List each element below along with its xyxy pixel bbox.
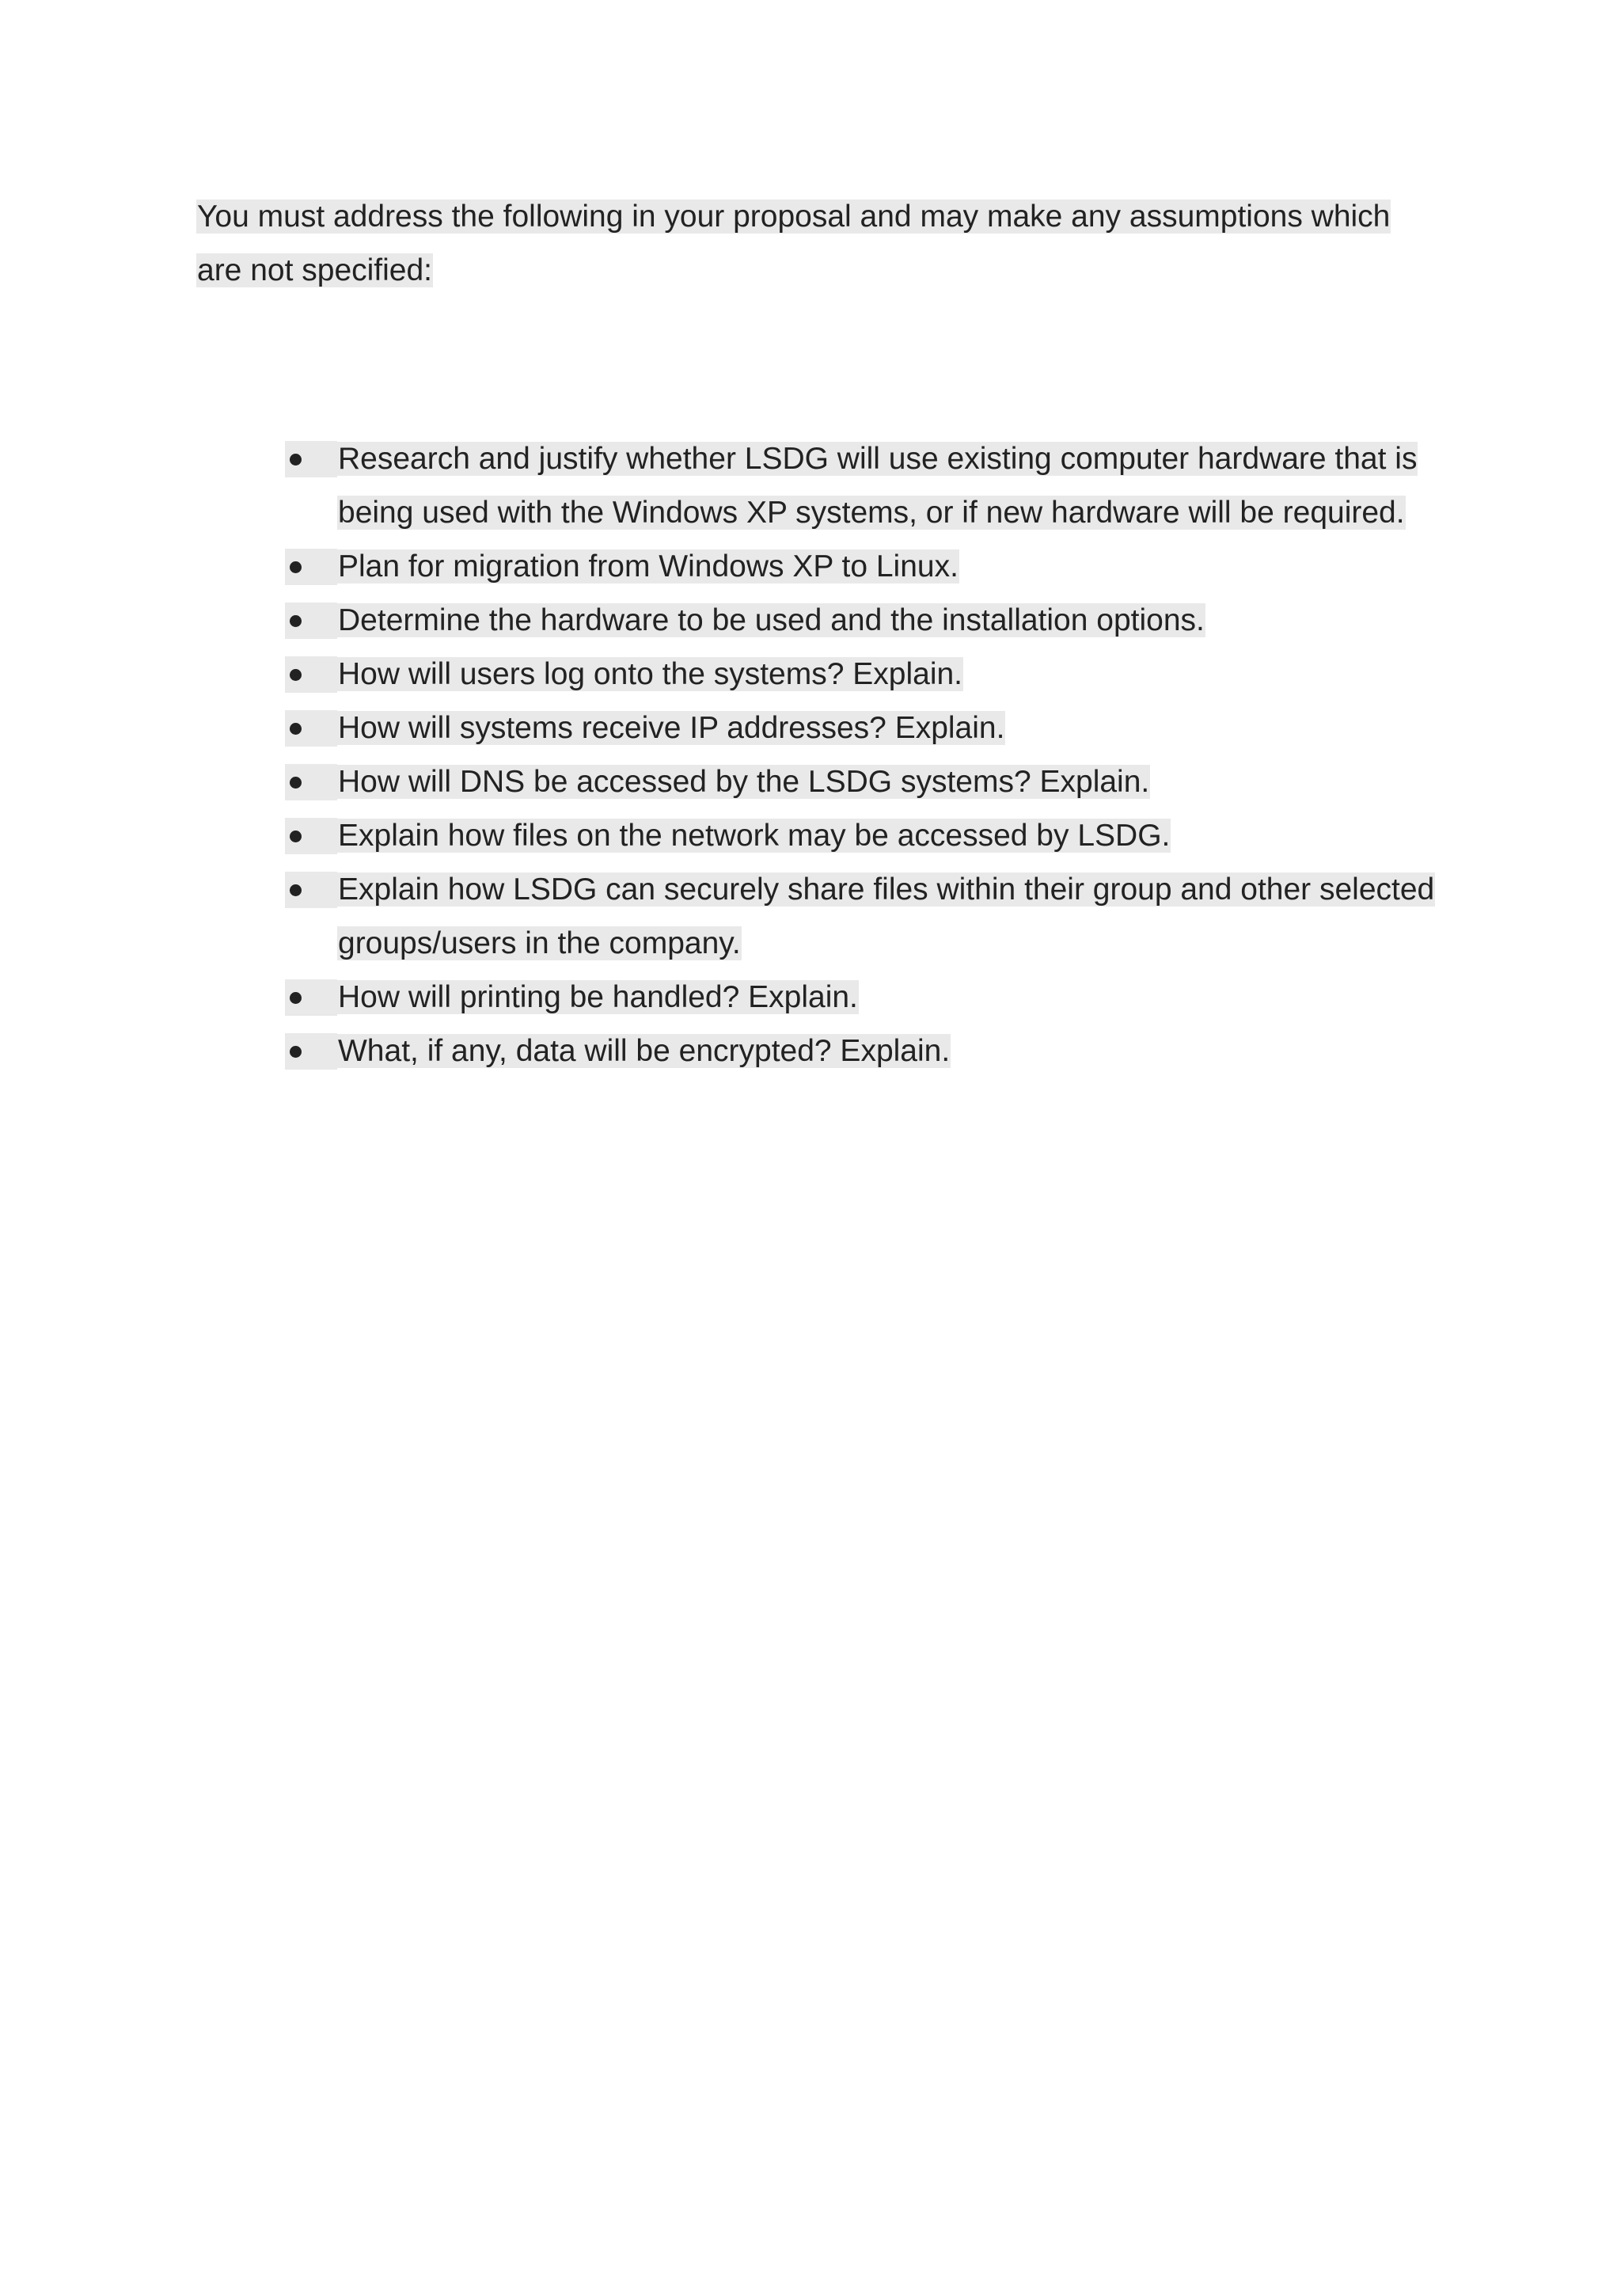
bullet-icon [285,818,337,854]
list-item-text: Explain how LSDG can securely share files within their group and other selected groups/users in the company. [338,872,1435,960]
list-item-text: How will users log onto the systems? Explain. [338,657,963,691]
bullet-icon [285,549,337,585]
list-item-text: Research and justify whether LSDG will use existing computer hardware that is being used with the Windows XP systems, or if new hardware will be required. [338,442,1418,530]
list-item [285,863,1456,971]
list-item [285,1024,1456,1078]
list-item-text: How will DNS be accessed by the LSDG systems? Explain. [338,765,1150,799]
bullet-icon [285,872,337,908]
requirements-list [285,432,1456,1078]
list-item-text: Determine the hardware to be used and the installation options. [338,603,1205,637]
list-item [285,755,1456,809]
list-item [285,540,1456,594]
list-item-text: How will systems receive IP addresses? Explain. [338,711,1005,745]
list-item-text: Explain how files on the network may be accessed by LSDG. [338,819,1171,853]
bullet-icon [285,979,337,1016]
bullet-icon [285,656,337,693]
list-item [285,971,1456,1024]
list-item [285,594,1456,648]
list-item-text: Plan for migration from Windows XP to Linux. [338,549,959,584]
bullet-icon [285,603,337,639]
bullet-icon [285,764,337,800]
list-item-text: What, if any, data will be encrypted? Explain. [338,1034,951,1068]
bullet-icon [285,441,337,477]
bullet-icon [285,710,337,747]
list-item [285,701,1456,755]
intro-paragraph [196,190,1431,298]
list-item [285,809,1456,863]
list-item [285,432,1456,540]
bullet-icon [285,1033,337,1070]
list-item-text: How will printing be handled? Explain. [338,980,858,1014]
intro-text: You must address the following in your proposal and may make any assumptions which are not specified: [197,200,1391,287]
list-item [285,648,1456,701]
